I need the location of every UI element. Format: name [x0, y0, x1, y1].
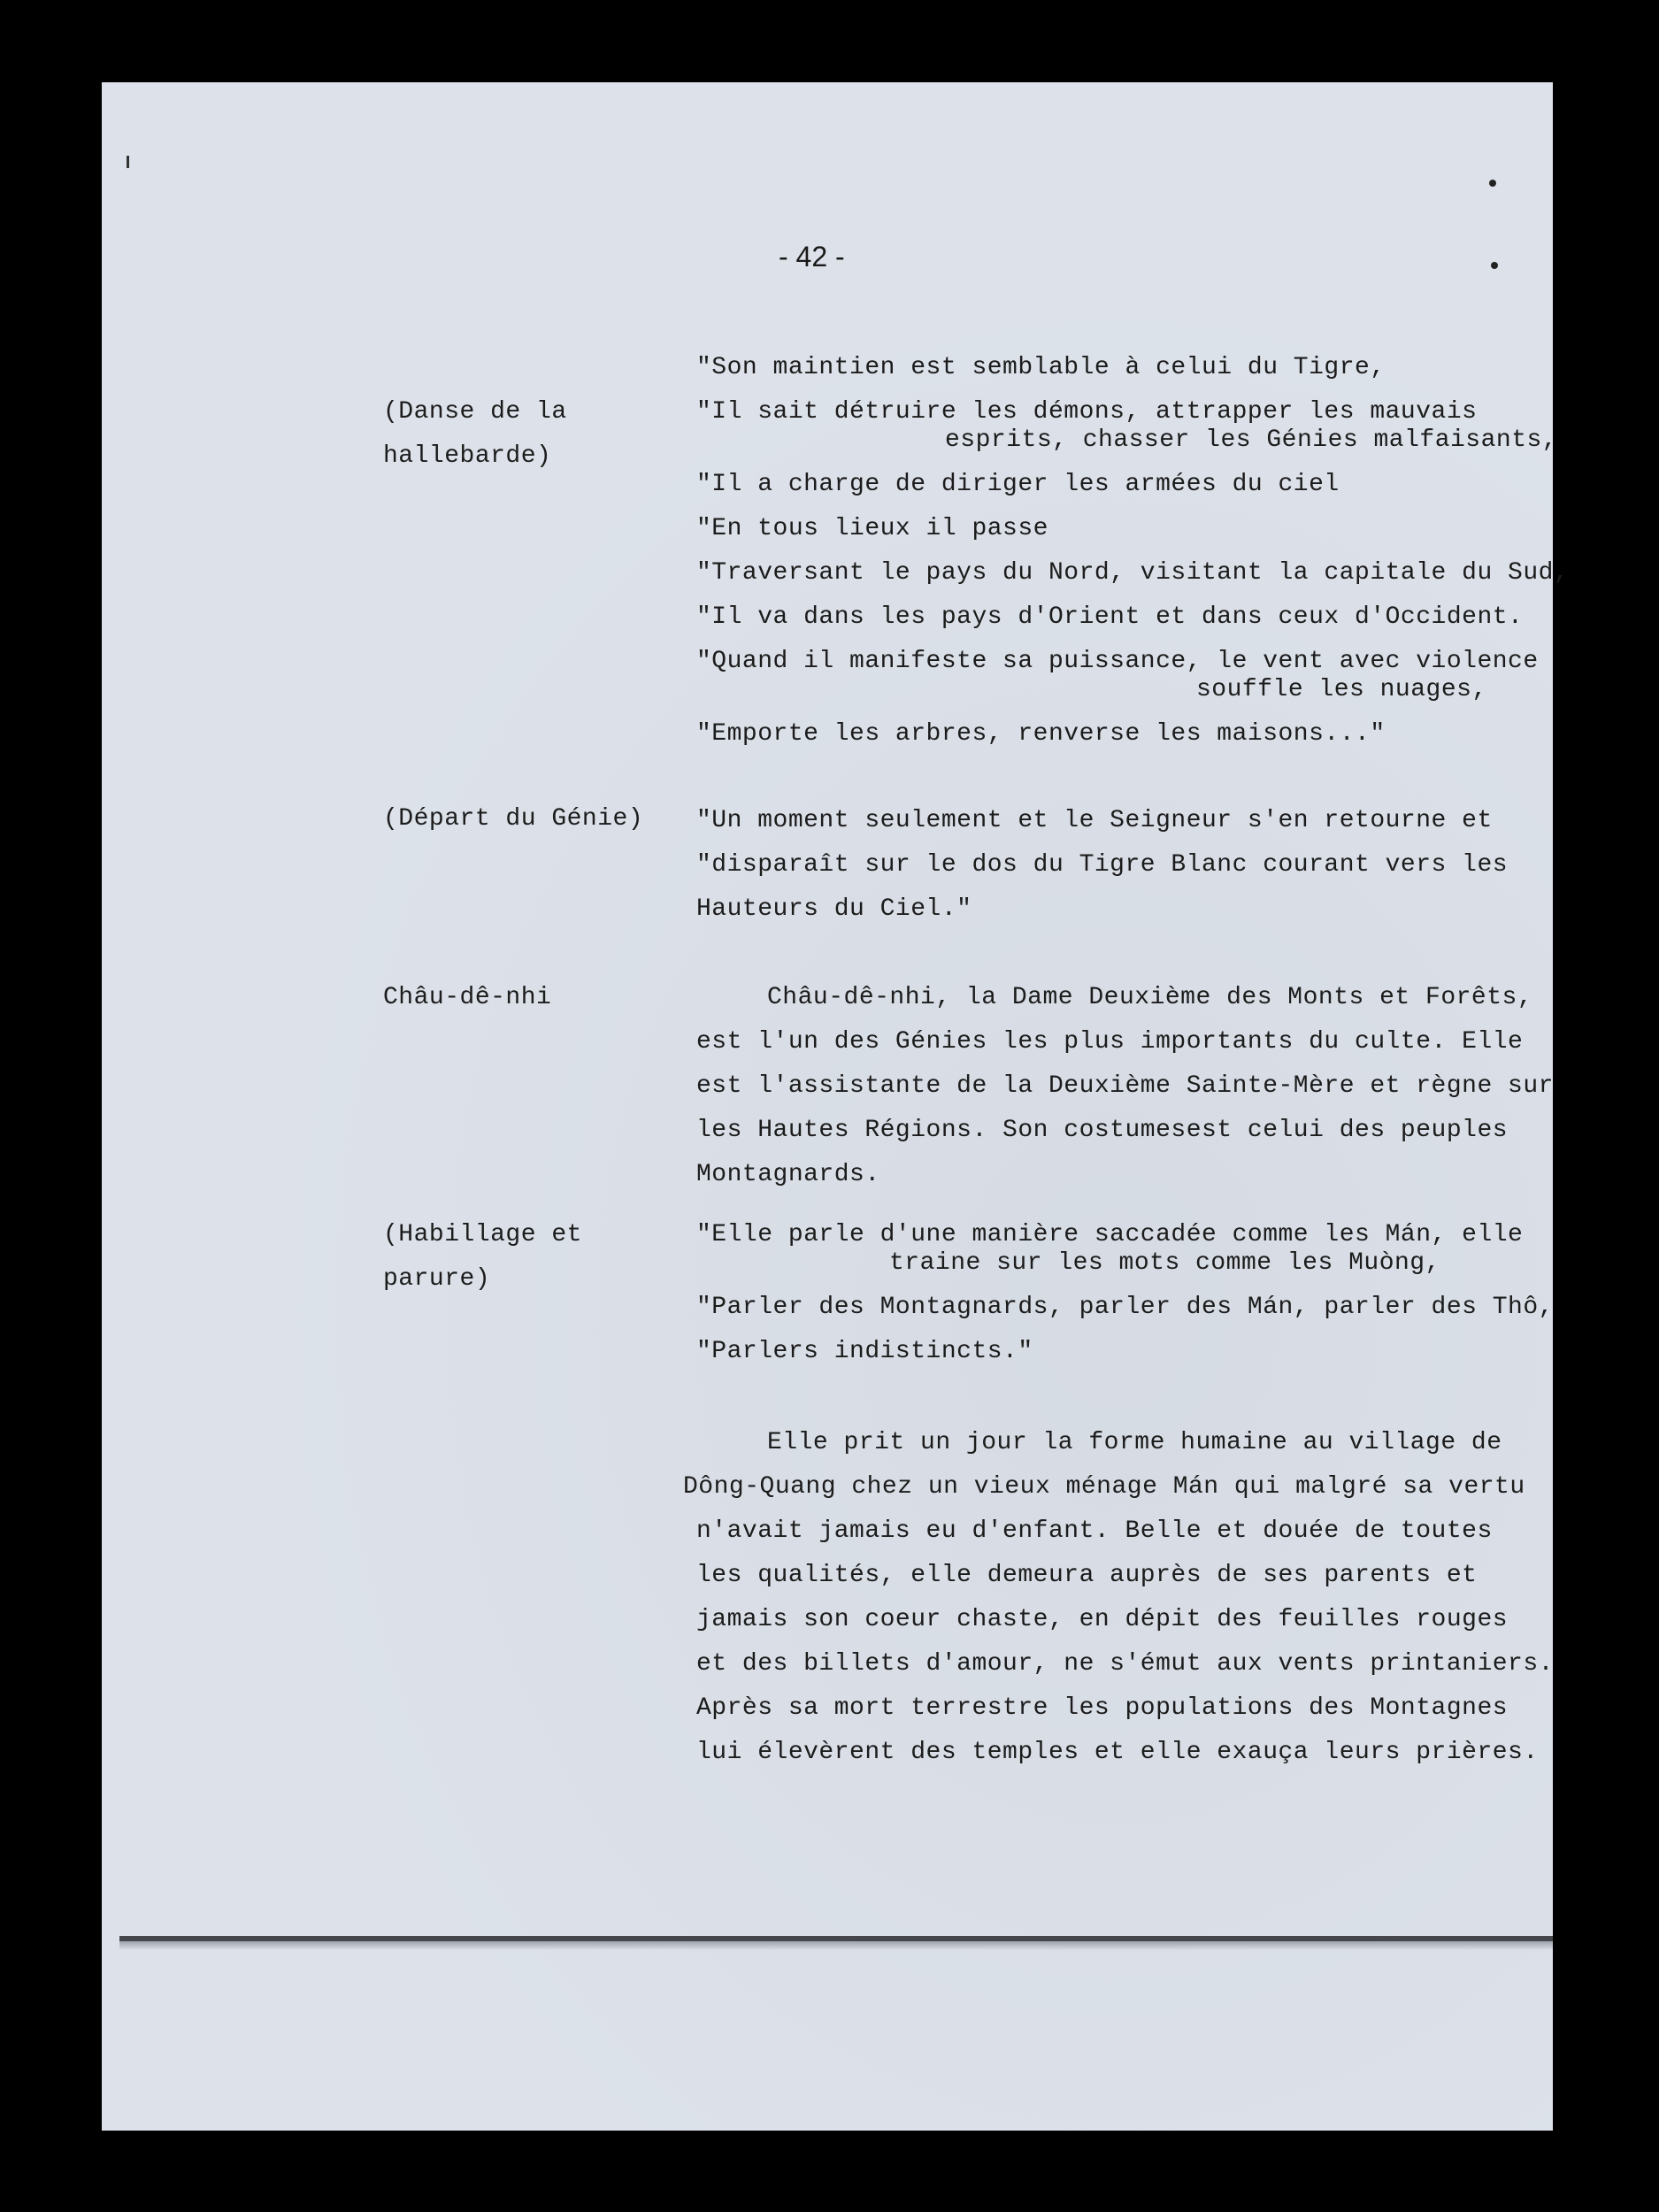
- body-line: "Un moment seulement et le Seigneur s'en retourne et: [696, 807, 1493, 834]
- body-line: "Emporte les arbres, renverse les maisons...": [696, 720, 1386, 748]
- body-line: "Il va dans les pays d'Orient et dans ceux d'Occident.: [696, 603, 1524, 631]
- body-line: Dông-Quang chez un vieux ménage Mán qui malgré sa vertu: [683, 1473, 1525, 1501]
- page-number: - 42 -: [779, 241, 845, 273]
- body-line: "Parlers indistincts.": [696, 1338, 1033, 1365]
- margin-note-depart: (Départ du Génie): [383, 805, 644, 833]
- body-line: "Traversant le pays du Nord, visitant la capitale du Sud,: [696, 559, 1570, 587]
- body-line: "disparaît sur le dos du Tigre Blanc courant vers les: [696, 851, 1509, 879]
- body-line: traine sur les mots comme les Muòng,: [889, 1249, 1440, 1277]
- body-line: Montagnards.: [696, 1161, 880, 1188]
- body-line: Après sa mort terrestre les populations des Montagnes: [696, 1694, 1509, 1722]
- body-line: "Quand il manifeste sa puissance, le vent avec violence: [696, 648, 1539, 675]
- body-line: "En tous lieux il passe: [696, 515, 1048, 542]
- body-line: les Hautes Régions. Son costumesest celui des peuples: [696, 1117, 1509, 1144]
- ink-dot: [1489, 180, 1496, 187]
- body-line: est l'assistante de la Deuxième Sainte-Mère et règne sur: [696, 1072, 1554, 1100]
- body-line: et des billets d'amour, ne s'émut aux vents printaniers.: [696, 1650, 1554, 1678]
- body-line: Elle prit un jour la forme humaine au village de: [767, 1429, 1502, 1456]
- body-line: "Parler des Montagnards, parler des Mán, parler des Thô,: [696, 1294, 1554, 1321]
- body-line: Hauteurs du Ciel.": [696, 895, 972, 923]
- page-fold-shadow: [119, 1941, 1553, 1950]
- margin-note-habillage-1: (Habillage et: [383, 1221, 582, 1248]
- body-line: esprits, chasser les Génies malfaisants,: [945, 426, 1558, 454]
- margin-note-habillage-2: parure): [383, 1265, 491, 1293]
- body-line: est l'un des Génies les plus importants du culte. Elle: [696, 1028, 1524, 1056]
- body-line: lui élevèrent des temples et elle exauça leurs prières.: [696, 1739, 1539, 1766]
- body-line: "Elle parle d'une manière saccadée comme les Mán, elle: [696, 1221, 1524, 1248]
- body-line: Châu-dê-nhi, la Dame Deuxième des Monts et Forêts,: [767, 984, 1533, 1011]
- body-line: n'avait jamais eu d'enfant. Belle et douée de toutes: [696, 1517, 1493, 1545]
- margin-note-danse-2: hallebarde): [383, 442, 552, 470]
- edge-mark: [127, 156, 129, 168]
- document-page: [102, 82, 1553, 2131]
- body-line: jamais son coeur chaste, en dépit des feuilles rouges: [696, 1606, 1509, 1633]
- body-line: "Son maintien est semblable à celui du Tigre,: [696, 354, 1386, 381]
- body-line: les qualités, elle demeura auprès de ses parents et: [696, 1562, 1478, 1589]
- ink-dot: [1491, 262, 1498, 269]
- margin-note-chau: Châu-dê-nhi: [383, 984, 552, 1011]
- body-line: "Il a charge de diriger les armées du ciel: [696, 471, 1340, 498]
- body-line: "Il sait détruire les démons, attrapper les mauvais: [696, 398, 1478, 426]
- margin-note-danse-1: (Danse de la: [383, 398, 567, 426]
- body-line: souffle les nuages,: [1196, 676, 1487, 703]
